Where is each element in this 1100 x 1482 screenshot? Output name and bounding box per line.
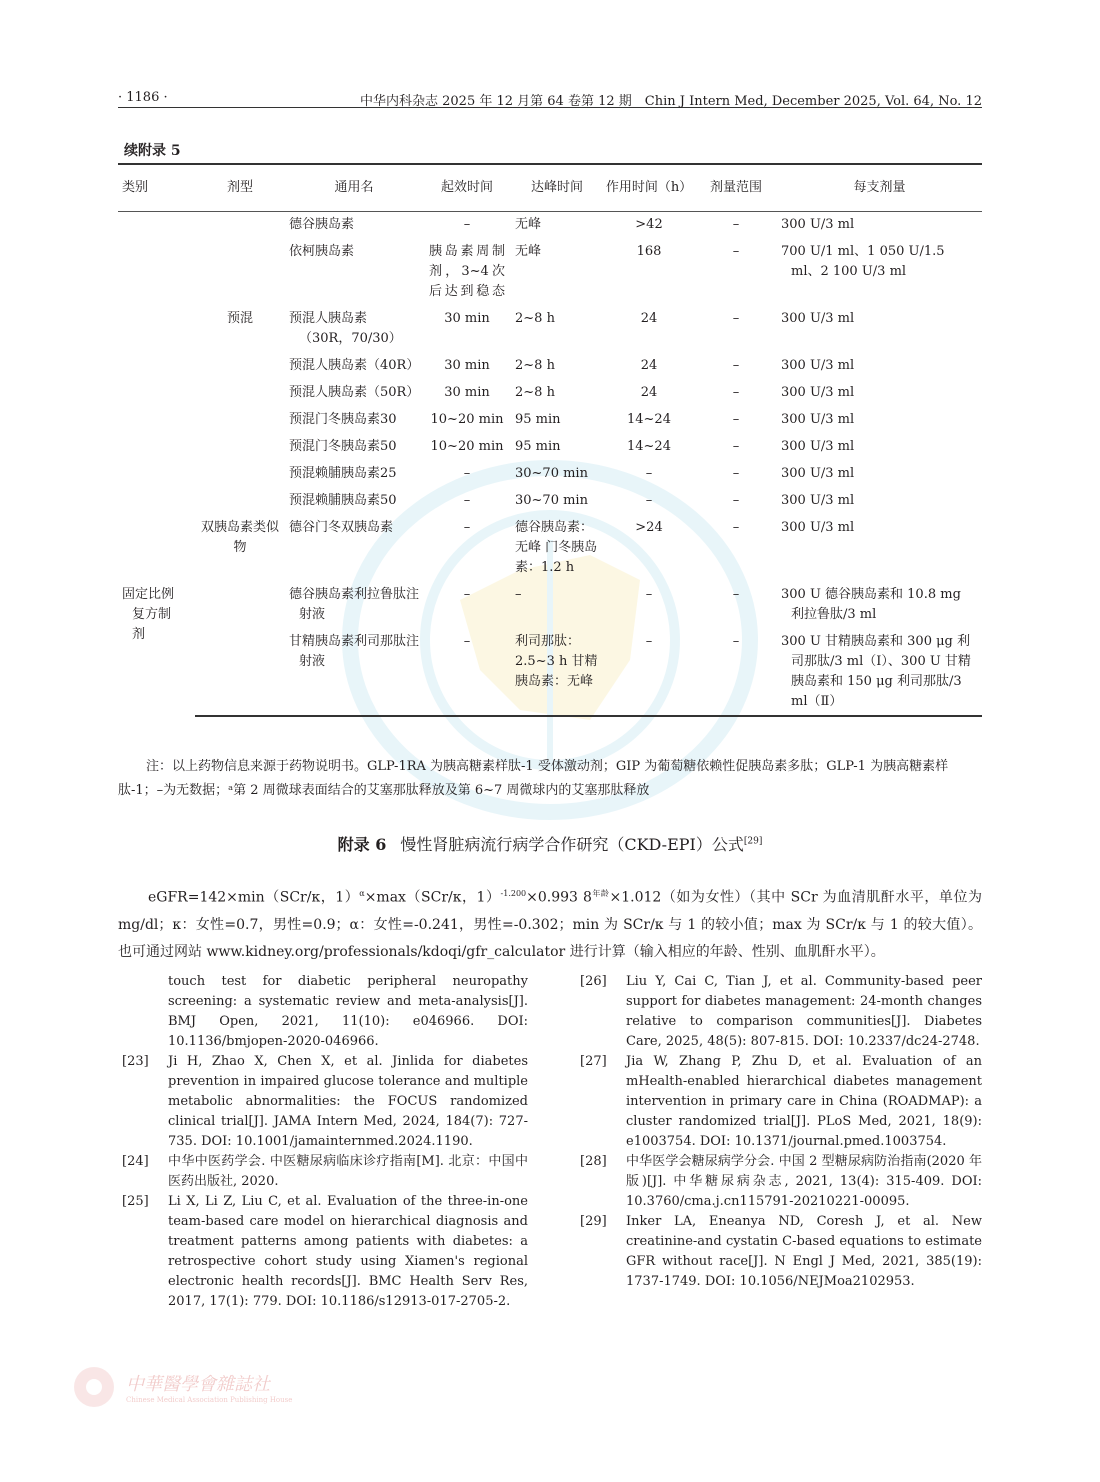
table-cell: –	[423, 629, 511, 716]
table-cell: 利司那肽：2.5~3 h 甘精胰岛素：无峰	[511, 629, 603, 716]
table-cell: >24	[635, 519, 663, 535]
table-cell: –	[645, 465, 653, 481]
reference-item	[118, 1192, 528, 1312]
column-header: 剂量范围	[695, 164, 777, 211]
table-row	[118, 434, 982, 461]
publisher-logo	[72, 1365, 292, 1409]
table-cell	[118, 239, 195, 306]
reference-number: [29]	[580, 1214, 607, 1229]
table-header-row	[118, 164, 982, 211]
table-cell: 300 U/3 ml	[781, 465, 855, 481]
table-cell: 德谷胰岛素：无峰 门冬胰岛素：1.2 h	[515, 519, 598, 575]
reference-number: [27]	[580, 1054, 607, 1069]
running-header	[118, 88, 982, 108]
formula-part: eGFR=142×min（SCr/κ，1）	[148, 889, 360, 906]
table-cell: 300 U/3 ml	[781, 384, 855, 400]
table-cell: 10~20 min	[430, 411, 504, 427]
column-header: 类别	[118, 164, 195, 211]
exponent: -1.200	[500, 889, 527, 898]
table-cell: 24	[640, 310, 658, 326]
table-cell: 预混赖脯胰岛素50	[289, 492, 397, 508]
table-cell: –	[515, 586, 522, 602]
reference-text: Ji H, Zhao X, Chen X, et al. Jinlida for diabetes prevention in impaired glucose tolerance and multiple metabolic abnormalities: the FOCUS randomized clinical trial[J]. JAMA Intern Med, 2024, 184(7): 727-735. DOI: 10.1001/jamainternmed.2024.1190.	[168, 1054, 528, 1149]
table-cell	[195, 380, 285, 407]
table-cell: 24	[640, 357, 658, 373]
table-cell: –	[732, 492, 740, 508]
table-cell: 2~8 h	[515, 357, 555, 373]
table-cell: 300 U/3 ml	[781, 519, 855, 535]
column-header: 通用名	[285, 164, 423, 211]
insulin-table	[118, 163, 982, 717]
table-cell: 预混门冬胰岛素50	[289, 438, 397, 454]
table-cell: –	[645, 586, 653, 602]
table-row	[118, 407, 982, 434]
reference-item	[576, 1052, 982, 1152]
reference-item	[118, 1152, 528, 1192]
appendix-6-title	[0, 832, 1100, 855]
references-left-column	[118, 972, 528, 1312]
reference-text: 中华医学会糖尿病学分会. 中国 2 型糖尿病防治指南(2020 年版)[J]. 中华糖尿病杂志, 2021, 13(4): 315-409. DOI: 10.3760/cma.j.cn115791-20210221-00095.	[626, 1154, 982, 1209]
table-cell: 30 min	[444, 357, 490, 373]
appendix-label: 附录 6	[337, 835, 387, 854]
table-cell: 168	[636, 243, 662, 259]
reference-text: Inker LA, Eneanya ND, Coresh J, et al. New creatinine-and cystatin C-based equations to estimate GFR without race[J]. N Engl J Med, 2021, 385(19): 1737-1749. DOI: 10.1056/NEJMoa2102953.	[626, 1214, 982, 1289]
table-cell: 30~70 min	[515, 465, 588, 481]
table-cell: 14~24	[627, 411, 671, 427]
table-cell: –	[603, 629, 695, 716]
reference-number: [26]	[580, 974, 607, 989]
reference-item	[576, 1152, 982, 1212]
table-cell: –	[732, 384, 740, 400]
exponent: 年龄	[591, 889, 610, 898]
table-row	[118, 582, 982, 629]
table-cell	[118, 488, 195, 515]
table-cell: 300 U/3 ml	[781, 411, 855, 427]
table-row	[118, 515, 982, 582]
table-cell: –	[463, 586, 471, 602]
table-cell: 预混人胰岛素（40R）	[289, 357, 420, 373]
table-cell	[195, 461, 285, 488]
table-cell: –	[732, 411, 740, 427]
table-cell: 胰岛素周制剂，3~4次后达到稳态	[429, 243, 505, 299]
reference-text: Li X, Li Z, Liu C, et al. Evaluation of the three-in-one team-based care model on hierarchical diagnosis and treatment patterns among patients with diabetes: a retrospective cohort study using Xiamen's regional electronic health records[J]. BMC Health Serv Res, 2017, 17(1): 779. DOI: 10.1186/s12913-017-2705-2.	[168, 1194, 528, 1309]
table-cell: 95 min	[515, 438, 561, 454]
table-cell	[118, 306, 195, 353]
table-cell: –	[695, 629, 777, 716]
reference-text: Jia W, Zhang P, Zhu D, et al. Evaluation of an mHealth-enabled hierarchical diabetes management intervention in primary care in China (ROADMAP): a cluster randomized trial[J]. PLoS Med, 2021, 18(9): e1003754. DOI: 10.1371/journal.pmed.1003754.	[626, 1054, 982, 1149]
table-row	[118, 380, 982, 407]
table-cell	[118, 407, 195, 434]
table-row	[118, 488, 982, 515]
table-row	[118, 211, 982, 239]
reference-number: [23]	[122, 1054, 149, 1069]
table-cell: 2~8 h	[515, 384, 555, 400]
table-cell: 2~8 h	[515, 310, 555, 326]
table-cell: 300 U 甘精胰岛素和 300 μg 利司那肽/3 ml（Ⅰ）、300 U 甘精胰岛素和 150 μg 利司那肽/3 ml（Ⅱ）	[777, 629, 982, 716]
column-header: 达峰时间	[511, 164, 603, 211]
table-cell: >42	[635, 216, 663, 232]
table-cell: 24	[640, 384, 658, 400]
reference-number: [24]	[122, 1154, 149, 1169]
table-cell: –	[732, 438, 740, 454]
table-cell: 300 U/3 ml	[781, 357, 855, 373]
table-cell	[195, 353, 285, 380]
table-cell: 30~70 min	[515, 492, 588, 508]
table-cell: –	[463, 465, 471, 481]
table-cell	[118, 461, 195, 488]
table-cell: 700 U/1 ml、1 050 U/1.5 ml、2 100 U/3 ml	[781, 243, 945, 279]
exponent: α	[359, 889, 365, 898]
column-header: 起效时间	[423, 164, 511, 211]
continued-table-title: 续附录 5	[124, 143, 181, 159]
table-cell	[195, 407, 285, 434]
table-cell: 预混门冬胰岛素30	[289, 411, 397, 427]
table-cell	[195, 239, 285, 306]
table-cell: 预混	[226, 310, 253, 326]
table-cell	[195, 434, 285, 461]
publisher-name-en: Chinese Medical Association Publishing House	[126, 1396, 293, 1404]
table-cell: 预混人胰岛素（50R）	[289, 384, 420, 400]
table-cell: 德谷胰岛素利拉鲁肽注射液	[289, 586, 420, 622]
table-row	[118, 353, 982, 380]
table-cell: –	[463, 519, 471, 535]
table-cell: –	[732, 586, 740, 602]
table-cell: 无峰	[515, 216, 542, 232]
flower-logo-icon	[72, 1365, 116, 1409]
reference-number	[118, 972, 168, 1052]
table-cell: 300 U/3 ml	[781, 216, 855, 232]
column-header: 剂型	[195, 164, 285, 211]
table-cell	[118, 434, 195, 461]
table-row	[118, 629, 982, 716]
column-header: 作用时间（h）	[603, 164, 695, 211]
table-cell: 双胰岛素类似物	[200, 519, 279, 555]
table-cell: 10~20 min	[430, 438, 504, 454]
reference-item	[576, 1212, 982, 1292]
references-right-column	[576, 972, 982, 1292]
journal-citation: 中华内科杂志 2025 年 12 月第 64 卷第 12 期 Chin J Intern Med, December 2025, Vol. 64, No. 12	[360, 94, 982, 109]
formula-part: ×max（SCr/κ，1）	[364, 889, 501, 906]
table-cell: –	[732, 243, 740, 259]
table-cell: –	[732, 357, 740, 373]
table-cell: –	[732, 465, 740, 481]
table-cell: –	[645, 492, 653, 508]
page-number: · 1186 ·	[118, 90, 168, 105]
reference-text: 中华中医药学会. 中医糖尿病临床诊疗指南[M]. 北京：中国中医药出版社, 2020.	[168, 1154, 528, 1189]
table-cell: –	[463, 492, 471, 508]
table-row	[118, 306, 982, 353]
table-cell: –	[732, 310, 740, 326]
reference-number: [28]	[580, 1154, 607, 1169]
reference-item	[118, 972, 528, 1052]
table-cell	[118, 515, 195, 582]
table-cell	[118, 380, 195, 407]
table-cell: –	[732, 519, 740, 535]
table-cell: 300 U 德谷胰岛素和 10.8 mg 利拉鲁肽/3 ml	[781, 586, 961, 622]
reference-text: Liu Y, Cai C, Tian J, et al. Community-based peer support for diabetes management: 24-month changes relative to comparison communities[J]. Diabetes Care, 2025, 48(5): 807-815. DOI: 10.2337/dc24-2748.	[626, 974, 982, 1049]
table-cell	[118, 353, 195, 380]
publisher-name: 中華醫學會雜誌社	[126, 1374, 270, 1395]
reference-item	[576, 972, 982, 1052]
table-cell	[195, 629, 285, 716]
reference-item	[118, 1052, 528, 1152]
table-row	[118, 461, 982, 488]
table-cell: 300 U/3 ml	[781, 492, 855, 508]
reference-number: [25]	[122, 1194, 149, 1209]
table-cell: –	[463, 216, 471, 232]
table-cell: 固定比例复方制剂	[122, 586, 175, 642]
table-cell: 预混赖脯胰岛素25	[289, 465, 397, 481]
ckd-epi-formula	[118, 880, 982, 966]
table-cell	[195, 582, 285, 629]
column-header: 每支剂量	[777, 164, 982, 211]
formula-part: ×0.993 8	[526, 889, 592, 906]
reference-text: touch test for diabetic peripheral neuropathy screening: a systematic review and meta-analysis[J]. BMJ Open, 2021, 11(10): e046966. DOI: 10.1136/bmjopen-2020-046966.	[168, 974, 528, 1049]
table-note: 注：以上药物信息来源于药物说明书。GLP-1RA 为胰高糖素样肽-1 受体激动剂；GIP 为葡萄糖依赖性促胰岛素多肽；GLP-1 为胰高糖素样肽-1；–为无数据；ᵃ第 2 周微球表面结合的艾塞那肽释放及第 6~7 周微球内的艾塞那肽释放	[118, 759, 949, 798]
citation: [29]	[743, 836, 763, 847]
table-cell: 德谷胰岛素	[289, 216, 355, 232]
table-cell: 300 U/3 ml	[781, 438, 855, 454]
table-cell	[195, 211, 285, 239]
table-cell: 95 min	[515, 411, 561, 427]
table-cell: –	[732, 216, 740, 232]
table-cell: 300 U/3 ml	[781, 310, 855, 326]
table-cell: 德谷门冬双胰岛素	[289, 519, 394, 535]
appendix-title: 慢性肾脏病流行病学合作研究（CKD-EPI）公式	[400, 835, 744, 854]
table-cell: 30 min	[444, 310, 490, 326]
table-cell	[195, 488, 285, 515]
table-cell	[118, 211, 195, 239]
table-cell: 无峰	[515, 243, 542, 259]
formula-part: ×1.012（如为女性）（其中 SCr 为血清肌酐水平，单位为 mg/dl；κ：女性=0.7，男性=0.9；α：女性=-0.241，男性=-0.302；min 为 SCr/κ 与 1 的较小值；max 为 SCr/κ 与 1 的较大值）。也可通过网站 www.kidney.org/professionals/kdoqi/gfr_calculator 进行计算（输入相应的年龄、性别、血肌酐水平）。	[118, 889, 983, 960]
table-cell: 14~24	[627, 438, 671, 454]
table-cell: 依柯胰岛素	[289, 243, 355, 259]
table-cell: 预混人胰岛素（30R，70/30）	[289, 310, 402, 346]
table-row	[118, 239, 982, 306]
table-cell: 甘精胰岛素利司那肽注射液	[285, 629, 423, 716]
table-cell: 30 min	[444, 384, 490, 400]
